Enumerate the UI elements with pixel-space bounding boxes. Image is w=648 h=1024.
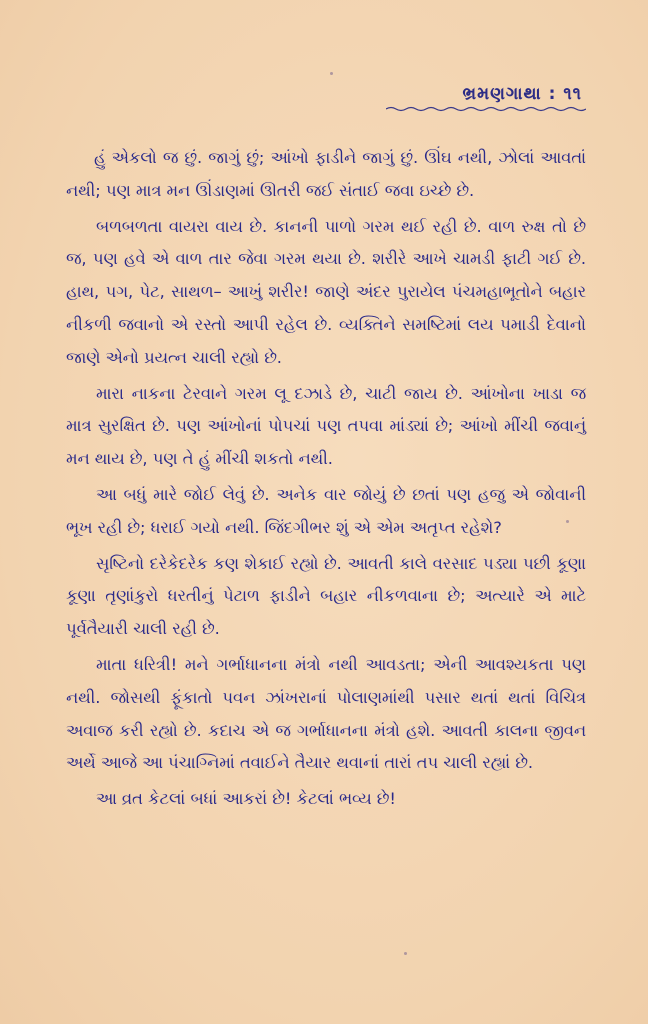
- paper-speck: [566, 520, 569, 523]
- paragraph-1: હું એકલો જ છું. જાગું છું; આંખો ફાડીને જાગું છું. ઊંઘ નથી, ઝોલાં આવતાં નથી; પણ માત્ર મન ઊંડાણમાં ઊતરી જઈ સંતાઈ જવા ઇચ્છે છે.: [66, 148, 586, 200]
- paragraph-3: મારા નાકના ટેરવાને ગરમ લૂ દઝાડે છે, ચાટી જાય છે. આંખોના ખાડા જ માત્ર સુરક્ષિત છે. પણ આંખોનાં પોપચાં પણ તપવા માંડ્યાં છે; આંખો મીંચી જવાનું મન થાય છે, પણ તે હું મીંચી શકતો નથી.: [66, 383, 586, 469]
- body-text: [66, 142, 586, 819]
- running-head: ભ્રમણગાથા : ૧૧: [462, 84, 582, 104]
- paragraph-6: માતા ધરિત્રી! મને ગર્ભાધાનના મંત્રો નથી આવડતા; એની આવશ્યકતા પણ નથી. જોસથી ફૂંકાતો પવન ઝાંખરાનાં પોલાણમાંથી પસાર થતાં થતાં વિચિત્ર અવાજ કરી રહ્યો છે. કદાચ એ જ ગર્ભાધાનના મંત્રો હશે. આવતી કાલના જીવન અર્થે આજે આ પંચાગ્નિમાં તવાઈને તૈયાર થવાનાં તારાં તપ ચાલી રહ્યાં છે.: [66, 654, 586, 773]
- paragraph-4: આ બધું મારે જોઈ લેવું છે. અનેક વાર જોયું છે છતાં પણ હજુ એ જોવાની ભૂખ રહી છે; ધરાઈ ગયો નથી. જિંદગીભર શું એ એમ અતૃપ્ત રહેશે?: [66, 484, 586, 537]
- paragraph-7: આ વ્રત કેટલાં બધાં આકરાં છે! કેટલાં ભવ્ય છે!: [96, 789, 396, 809]
- header-wavy-rule: [386, 106, 586, 112]
- paper-speck: [404, 952, 407, 955]
- paper-speck: [330, 72, 333, 75]
- paragraph-2: બળબળતા વાયરા વાય છે. કાનની પાળો ગરમ થઈ રહી છે. વાળ રુક્ષ તો છે જ, પણ હવે એ વાળ તાર જેવા ગરમ થયા છે. શરીરે આખે ચામડી ફાટી ગઈ છે. હાથ, પગ, પેટ, સાથળ– આખું શરીર! જાણે અંદર પુરાયેલ પંચમહાભૂતોને બહાર નીકળી જવાનો એ રસ્તો આપી રહેલ છે. વ્યક્તિને સમષ્ટિમાં લય પમાડી દેવાનો જાણે એનો પ્રયત્ન ચાલી રહ્યો છે.: [66, 216, 586, 367]
- paragraph-5: સૃષ્ટિનો દરેકેદરેક કણ શેકાઈ રહ્યો છે. આવતી કાલે વરસાદ પડ્યા પછી કૂણા કૂણા તૃણાંકુરો ધરતીનું પેટાળ ફાડીને બહાર નીકળવાના છે; અત્યારે એ માટે પૂર્વતૈયારી ચાલી રહી છે.: [66, 553, 586, 639]
